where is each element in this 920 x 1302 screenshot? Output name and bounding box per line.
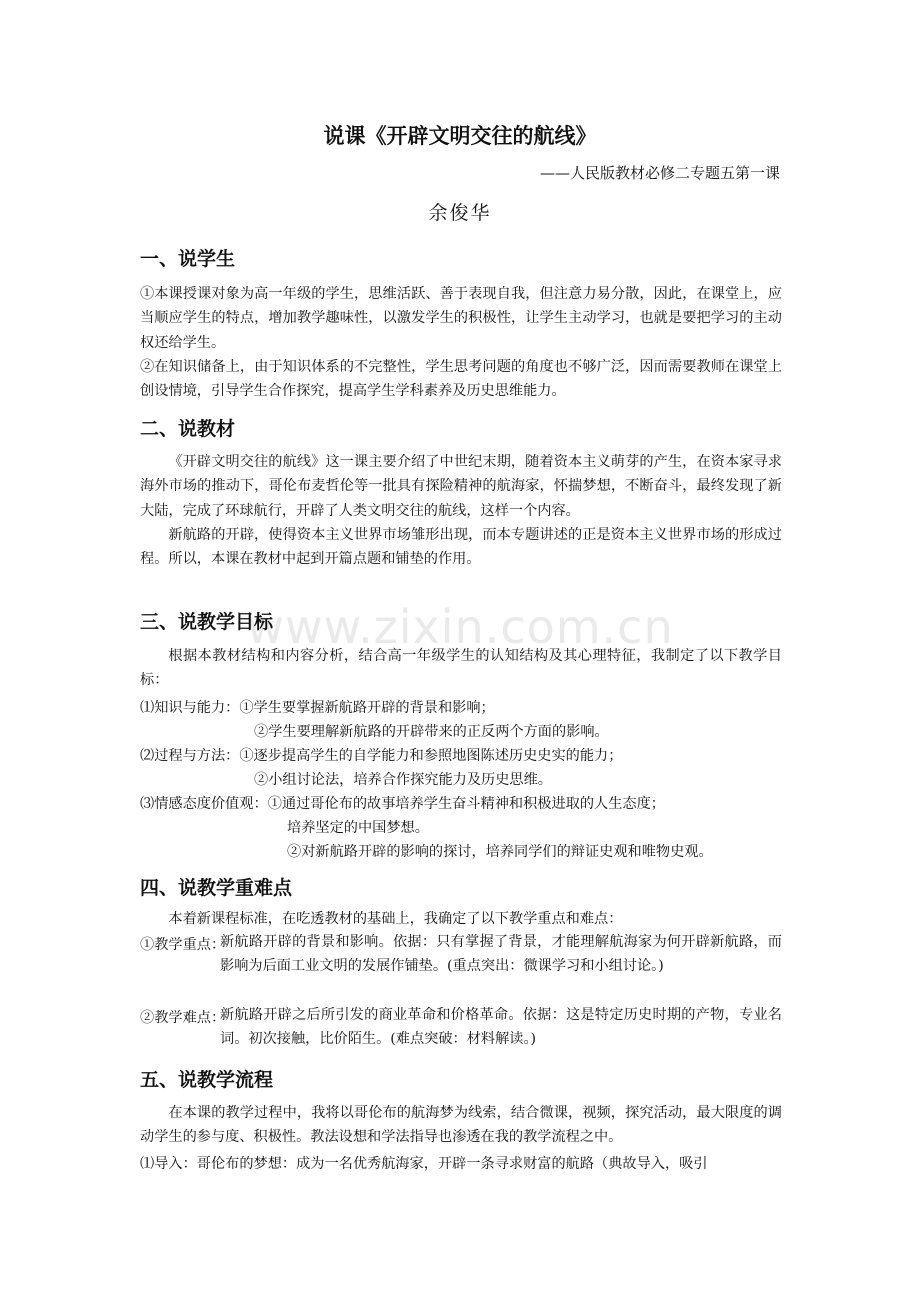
section-heading-key-points: 四、说教学重难点 [140,877,293,899]
author-name: 余俊华 [428,202,492,224]
difficulty-text: 新航路开辟之后所引发的商业革命和价格革命。依据：这是特定历史时期的产物，专业名词。初次接触，比价陌生。(难点突破：材料解读。) [220,1007,782,1048]
key-point-text: 新航路开辟的背景和影响。依据：只有掌握了背景，才能理解航海家为何开辟新航路，而影响为后面工业文明的发展作铺垫。(重点突出：微课学习和小组讨论。) [220,934,782,975]
section-heading-process: 五、说教学流程 [140,1069,274,1091]
document-title: 说课《开辟文明交往的航线》 [323,124,597,148]
paragraph: ①本课授课对象为高一年级的学生，思维活跃、善于表现自我，但注意力易分散，因此，在课堂上，应当顺应学生的特点，增加教学趣味性，以激发学生的积极性，让学生主动学习，也就是要把学习的主动权还给学生。 [140,286,782,351]
document-subtitle: ——人民版教材必修二专题五第一课 [539,164,780,182]
watermark: www.zixin.com.cn [246,600,674,654]
section-heading-students: 一、说学生 [140,248,236,270]
paragraph: 新航路的开辟，使得资本主义世界市场雏形出现，而本专题讲述的正是资本主义世界市场的形成过程。所以，本课在教材中起到开篇点题和铺垫的作用。 [140,527,782,568]
key-point-label: ①教学重点： [140,937,226,953]
objective-line: ②对新航路开辟的影响的探讨，培养同学们的辩证史观和唯物史观。 [287,844,713,860]
paragraph: 根据本教材结构和内容分析，结合高一年级学生的认知结构及其心理特征，我制定了以下教学目标： [140,648,782,689]
paragraph: 在本课的教学过程中，我将以哥伦布的航海梦为线索，结合微课，视频，探究活动，最大限度的调动学生的参与度、积极性。教法设想和学法指导也渗透在我的教学流程之中。 [140,1105,782,1146]
objective-line: ⑴知识与能力：①学生要掌握新航路开辟的背景和影响； [140,700,495,716]
objective-line: ⑶情感态度价值观：①通过哥伦布的故事培养学生奋斗精神和积极进取的人生态度； [140,796,665,812]
paragraph: 《开辟文明交往的航线》这一课主要介绍了中世纪末期，随着资本主义萌芽的产生，在资本家寻求海外市场的推动下，哥伦布麦哲伦等一批具有探险精神的航海家，怀揣梦想，不断奋斗，最终发现了新大陆，完成了环球航行，开辟了人类文明交往的航线，这样一个内容。 [140,454,782,519]
objective-line: ②小组讨论法，培养合作探究能力及历史思维。 [254,772,552,788]
paragraph: 本着新课程标准，在吃透教材的基础上，我确定了以下教学重点和难点： [168,911,623,927]
objective-line: 培养坚定的中国梦想。 [287,820,429,836]
section-heading-objectives: 三、说教学目标 [140,611,274,633]
difficulty-label: ②教学难点： [140,1010,226,1026]
paragraph: ②在知识储备上，由于知识体系的不完整性，学生思考问题的角度也不够广泛，因而需要教师在课堂上创设情境，引导学生合作探究，提高学生学科素养及历史思维能力。 [140,359,782,400]
process-line: ⑴导入：哥伦布的梦想：成为一名优秀航海家，开辟一条寻求财富的航路（典故导入，吸引 [140,1156,708,1172]
section-heading-textbook: 二、说教材 [140,418,236,440]
objective-line: ⑵过程与方法：①逐步提高学生的自学能力和参照地图陈述历史史实的能力； [140,748,623,764]
objective-line: ②学生要理解新航路的开辟带来的正反两个方面的影响。 [254,724,609,740]
